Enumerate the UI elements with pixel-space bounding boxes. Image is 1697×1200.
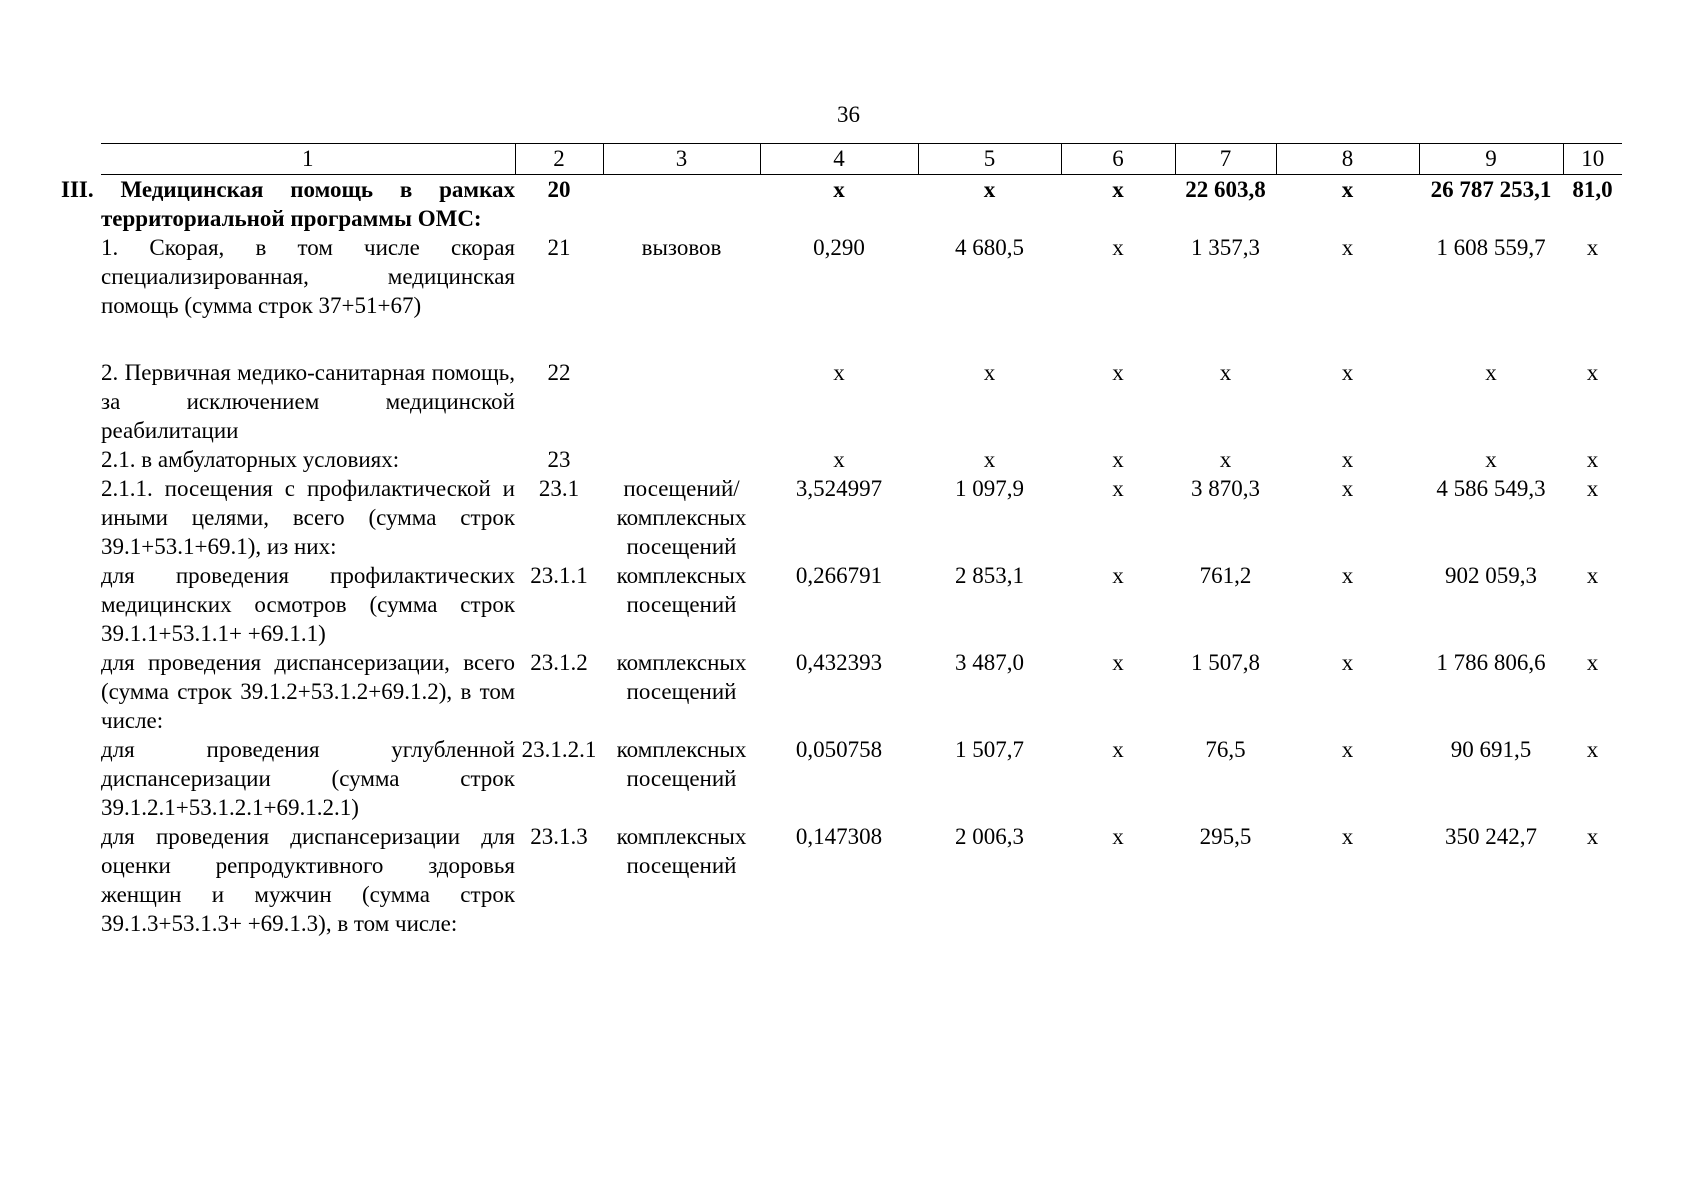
table-row [101, 735, 1622, 822]
cell-9: 1 786 806,6 [1436, 650, 1546, 675]
data-table [61, 143, 1622, 938]
row-name: 2. Первичная медико-санитарная помощь, за исключением медицинской реабилитации [101, 360, 515, 443]
cell-8: х [1341, 563, 1354, 588]
table-row [101, 648, 1622, 735]
cell-4: 3,524997 [795, 476, 883, 501]
cell-7: 761,2 [1199, 563, 1252, 588]
cell-5: 3 487,0 [955, 650, 1024, 675]
row-unit: комплексных посещений [616, 650, 747, 704]
cell-7: х [1219, 360, 1232, 385]
col-header: 8 [1276, 144, 1419, 175]
cell-6: х [1112, 476, 1124, 501]
cell-4: х [833, 177, 845, 202]
col-header: 6 [1061, 144, 1175, 175]
table-row [101, 445, 1622, 474]
cell-5: 2 853,1 [955, 563, 1024, 588]
cell-4: х [833, 447, 845, 472]
row-name: 1. Скорая, в том числе скорая специализированная, медицинская помощь (сумма строк 37+51+67) [101, 235, 515, 318]
cell-8: х [1341, 650, 1354, 675]
row-code: 22 [547, 360, 571, 385]
table-row [101, 233, 1622, 358]
row-unit: комплексных посещений [616, 824, 747, 878]
cell-5: 1 507,7 [955, 737, 1024, 762]
table-row [101, 358, 1622, 445]
cell-7: х [1219, 447, 1232, 472]
cell-9: х [1485, 447, 1497, 472]
cell-10: х [1586, 650, 1599, 675]
table-row [101, 474, 1622, 561]
cell-9: х [1485, 360, 1497, 385]
cell-7: 1 357,3 [1191, 235, 1260, 260]
row-name: для проведения профилактических медицинских осмотров (сумма строк 39.1.1+53.1.1+ +69.1.1) [101, 563, 515, 646]
cell-8: х [1341, 447, 1354, 472]
col-header: 10 [1563, 144, 1622, 175]
cell-7: 295,5 [1199, 824, 1252, 849]
cell-6: х [1112, 650, 1124, 675]
row-unit: комплексных посещений [616, 563, 747, 617]
cell-4: х [833, 360, 845, 385]
row-name: 2.1. в амбулаторных условиях: [101, 447, 400, 472]
row-code: 23.1.1 [530, 563, 588, 588]
table-row [101, 822, 1622, 938]
cell-10: 81,0 [1572, 177, 1613, 202]
cell-8: х [1341, 476, 1354, 501]
cell-8: х [1341, 737, 1354, 762]
row-code: 23.1 [538, 476, 580, 501]
cell-10: х [1586, 447, 1599, 472]
row-code: 20 [547, 177, 571, 202]
cell-4: 0,432393 [795, 650, 883, 675]
row-name: для проведения углубленной диспансеризации (сумма строк 39.1.2.1+53.1.2.1+69.1.2.1) [101, 737, 515, 820]
cell-10: х [1586, 235, 1599, 260]
cell-10: х [1586, 476, 1599, 501]
cell-9: 4 586 549,3 [1436, 476, 1546, 501]
table-row [101, 175, 1622, 234]
row-name: для проведения диспансеризации для оценки репродуктивного здоровья женщин и мужчин (сумма строк 39.1.3+53.1.3+ +69.1.3), в том числе: [101, 824, 515, 936]
cell-7: 76,5 [1205, 737, 1246, 762]
row-code: 23 [547, 447, 571, 472]
col-header: 7 [1175, 144, 1276, 175]
cell-4: 0,147308 [795, 824, 883, 849]
col-header: 9 [1419, 144, 1563, 175]
cell-7: 22 603,8 [1185, 177, 1266, 202]
row-name: для проведения диспансеризации, всего (сумма строк 39.1.2+53.1.2+69.1.2), в том числе: [101, 650, 515, 733]
cell-9: 350 242,7 [1445, 824, 1537, 849]
header-row [101, 144, 1622, 175]
cell-5: 4 680,5 [955, 235, 1024, 260]
cell-10: х [1586, 360, 1599, 385]
cell-6: х [1112, 177, 1124, 202]
row-name: III. Медицинская помощь в рамках территориальной программы ОМС: [61, 177, 515, 231]
row-unit [603, 445, 760, 474]
cell-5: х [983, 177, 996, 202]
row-unit: вызовов [641, 235, 722, 260]
cell-6: х [1112, 563, 1124, 588]
col-header: 1 [101, 144, 515, 175]
table-row [101, 561, 1622, 648]
cell-6: х [1112, 235, 1124, 260]
cell-6: х [1112, 824, 1124, 849]
cell-10: х [1586, 563, 1599, 588]
row-code: 21 [547, 235, 571, 260]
col-header: 5 [918, 144, 1061, 175]
cell-10: х [1586, 824, 1599, 849]
col-header: 2 [515, 144, 603, 175]
cell-8: х [1341, 360, 1354, 385]
cell-7: 1 507,8 [1191, 650, 1260, 675]
cell-4: 0,050758 [795, 737, 883, 762]
cell-7: 3 870,3 [1191, 476, 1260, 501]
cell-6: х [1112, 447, 1124, 472]
cell-10: х [1586, 737, 1599, 762]
cell-4: 0,290 [813, 235, 865, 260]
cell-9: 1 608 559,7 [1436, 235, 1546, 260]
cell-4: 0,266791 [795, 563, 883, 588]
cell-5: х [983, 360, 996, 385]
col-header: 4 [760, 144, 918, 175]
cell-8: х [1341, 235, 1354, 260]
cell-5: х [983, 447, 996, 472]
row-unit [603, 358, 760, 445]
row-unit: комплексных посещений [616, 737, 747, 791]
cell-8: х [1341, 177, 1354, 202]
cell-6: х [1112, 360, 1124, 385]
cell-9: 26 787 253,1 [1430, 177, 1552, 202]
cell-5: 2 006,3 [955, 824, 1024, 849]
row-unit: посещений/ комплексных посещений [616, 476, 747, 559]
row-code: 23.1.2 [530, 650, 588, 675]
cell-9: 902 059,3 [1445, 563, 1537, 588]
row-name: 2.1.1. посещения с профилактической и иными целями, всего (сумма строк 39.1+53.1+69.1), из них: [101, 476, 515, 559]
page-number: 36 [837, 102, 860, 127]
row-unit [603, 175, 760, 234]
cell-5: 1 097,9 [955, 476, 1024, 501]
cell-9: 90 691,5 [1450, 737, 1532, 762]
row-code: 23.1.2.1 [521, 737, 597, 762]
cell-6: х [1112, 737, 1124, 762]
col-header: 3 [603, 144, 760, 175]
cell-8: х [1341, 824, 1354, 849]
row-code: 23.1.3 [530, 824, 588, 849]
